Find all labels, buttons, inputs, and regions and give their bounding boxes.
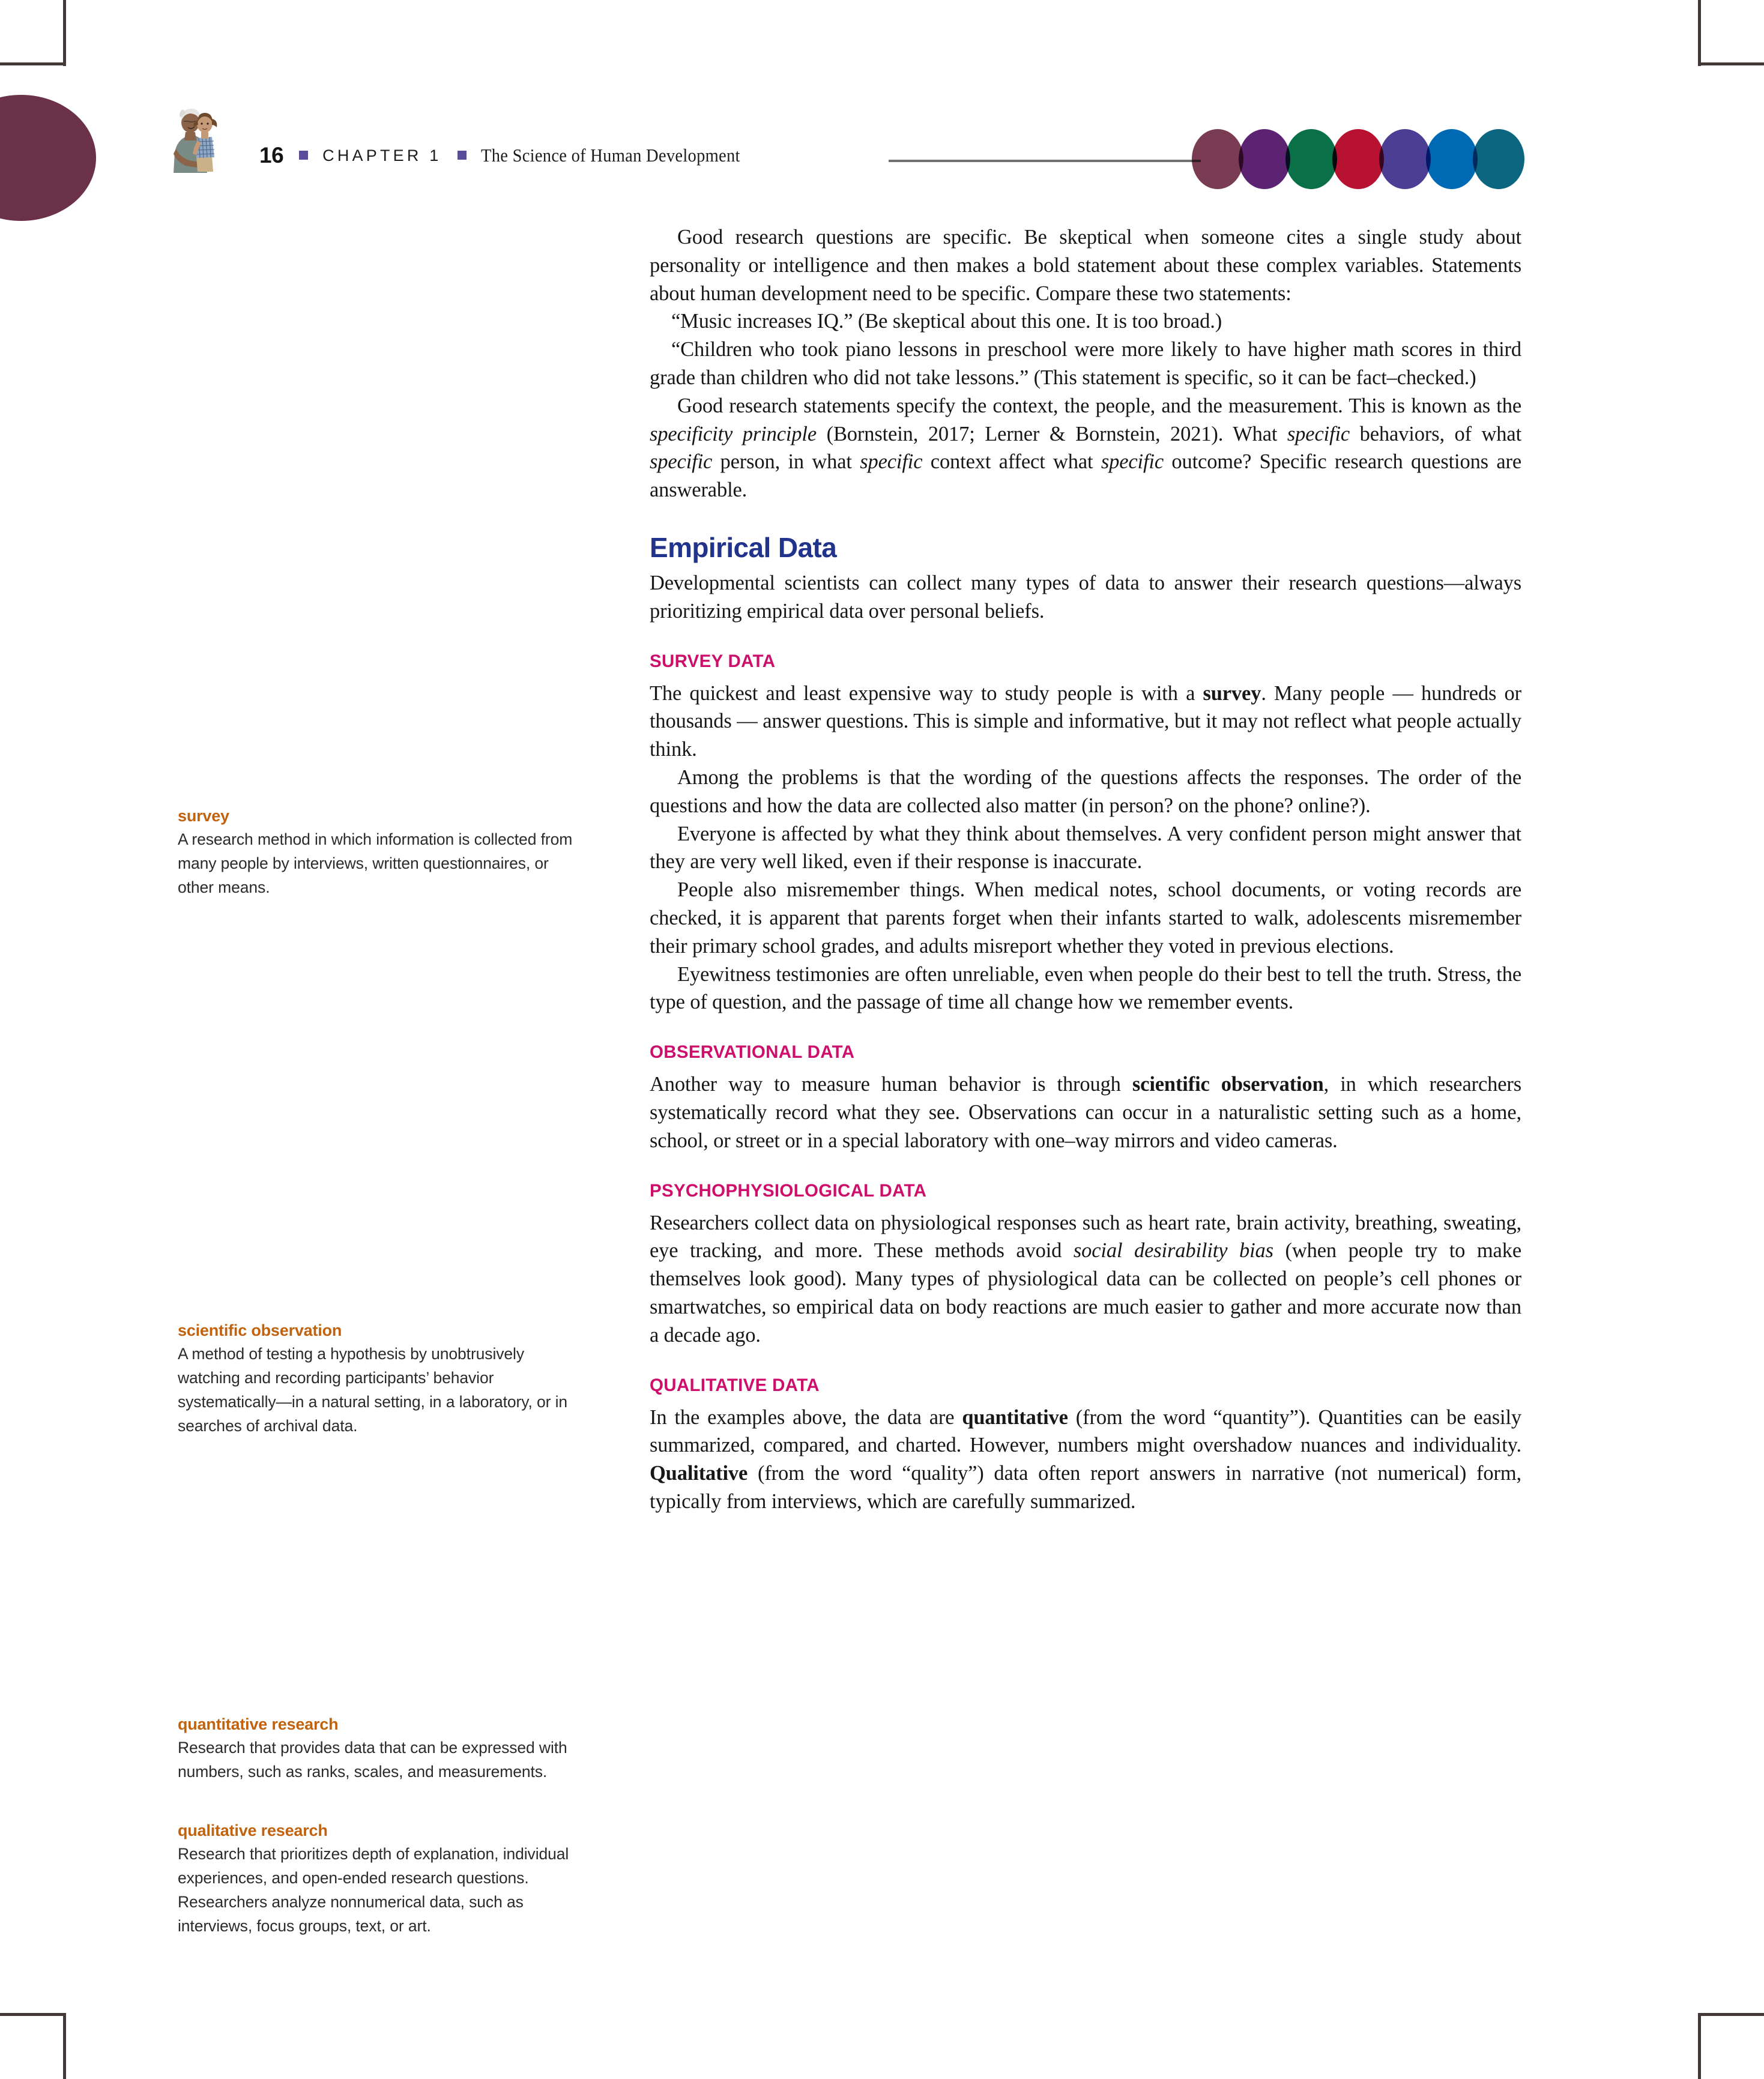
- page-number: 16: [259, 143, 284, 167]
- section-heading-empirical-data: Empirical Data: [650, 531, 837, 563]
- crop-mark-bottom-left-horizontal: [0, 2013, 66, 2016]
- paragraph-survey-eyewitness: Eyewitness testimonies are often unreliable, even when people do their best to tell the truth. Stress, the type of question, and the passage of time all change how we remember events.: [650, 962, 1521, 1014]
- square-bullet-icon-2: [458, 151, 467, 160]
- header-dot-6: [1426, 129, 1478, 189]
- square-bullet-icon-1: [299, 151, 308, 160]
- maroon-half-ellipse-decoration: [0, 95, 96, 221]
- header-dot-1: [1192, 129, 1243, 189]
- text-run: outcome? Specific research questions are answerable.: [650, 450, 1521, 502]
- glossary-definition: Research that prioritizes depth of explanation, individual experiences, and open-ended research questions. Researchers analyze nonnumerical data, such as interviews, focus groups, text, or art.: [178, 1845, 569, 1935]
- grandmother-holding-child-photo: [165, 101, 218, 173]
- paragraph-survey-wording-problems: Among the problems is that the wording of the questions affects the responses. The order of the questions and how the data are collected also matter (in person? on the phone? online?).: [650, 765, 1521, 817]
- crop-mark-bottom-right-vertical: [1698, 2013, 1701, 2079]
- crop-mark-bottom-left-vertical: [63, 2013, 66, 2079]
- text-run: context affect what: [922, 450, 1101, 474]
- italic-social-desirability-bias: social desirability bias: [1073, 1239, 1273, 1263]
- paragraph-music-increases-iq: “Music increases IQ.” (Be skeptical about this one. It is too broad.): [671, 310, 1222, 333]
- glossary-term: scientific observation: [178, 1321, 342, 1339]
- chapter-title: The Science of Human Development: [480, 145, 740, 166]
- paragraph-specificity-principle: [650, 392, 1521, 504]
- italic-specificity-principle: specificity principle: [650, 422, 817, 445]
- header-dot-7: [1473, 129, 1524, 189]
- glossary-definition: A research method in which information is collected from many people by interviews, written questionnaires, or other means.: [178, 830, 573, 896]
- text-run: Researchers collect data on physiological responses such as heart rate, brain activity, breathing, sweating, eye tracking, and more. These methods avoid: [650, 1211, 1521, 1263]
- header-dot-3: [1285, 129, 1337, 189]
- subheading-survey-data: SURVEY DATA: [650, 651, 776, 671]
- paragraph-psychophysiological: [650, 1209, 1521, 1350]
- subheading-qualitative-data: QUALITATIVE DATA: [650, 1375, 820, 1395]
- bold-term-qualitative: Qualitative: [650, 1462, 748, 1485]
- paragraph-qualitative-quantitative: [650, 1404, 1521, 1516]
- subheading-observational-data: OBSERVATIONAL DATA: [650, 1042, 855, 1063]
- glossary-term: qualitative research: [178, 1821, 328, 1839]
- text-run: (from the word “quality”) data often report answers in narrative (not numerical) form, typically from interviews, which are carefully summarized.: [650, 1462, 1521, 1513]
- page-header: [0, 0, 1764, 228]
- paragraph-survey-misremember: People also misremember things. When medical notes, school documents, or voting records are checked, it is apparent that parents forget when their infants started to walk, adolescents misremember their primary school grades, and adults misreport whether they voted in previous elections.: [650, 878, 1521, 958]
- header-dot-2: [1239, 129, 1290, 189]
- text-run: behaviors, of what: [1350, 422, 1522, 445]
- bold-term-scientific-observation: scientific observation: [1132, 1073, 1324, 1096]
- text-run: The quickest and least expensive way to study people is with a: [650, 681, 1203, 705]
- italic-specific-3: specific: [860, 450, 923, 474]
- paragraph-good-research-questions: Good research questions are specific. Be skeptical when someone cites a single study about personality or intelligence and then makes a bold statement about these complex variables. Statements about human development need to be specific. Compare these two statements:: [650, 226, 1521, 305]
- glossary-term: survey: [178, 807, 229, 825]
- glossary-entry-survey: [178, 804, 581, 899]
- glossary-definition: A method of testing a hypothesis by unobtrusively watching and recording participants’ behavior systematically—in a natural setting, in a laboratory, or in searches of archival data.: [178, 1345, 568, 1435]
- subheading-psychophysiological-data: PSYCHOPHYSIOLOGICAL DATA: [650, 1180, 927, 1201]
- text-run: Good research statements specify the context, the people, and the measurement. This is known as the: [677, 394, 1521, 417]
- main-text-column: [650, 223, 1521, 1516]
- header-dot-4: [1332, 129, 1384, 189]
- running-head: [259, 143, 763, 168]
- crop-mark-bottom-right-horizontal: [1698, 2013, 1764, 2016]
- header-rule-divider: [889, 160, 1201, 162]
- chapter-label: CHAPTER 1: [322, 146, 442, 164]
- glossary-definition: Research that provides data that can be expressed with numbers, such as ranks, scales, and measurements.: [178, 1739, 567, 1781]
- paragraph-survey-self-perception: Everyone is affected by what they think about themselves. A very confident person might answer that they are very well liked, even if their response is inaccurate.: [650, 822, 1521, 874]
- paragraph-empirical-intro: Developmental scientists can collect many types of data to answer their research questions—always prioritizing empirical data over personal beliefs.: [650, 571, 1521, 623]
- text-run: . Many people — hundreds or thousands — answer questions. This is simple and informative, but it may not reflect what people actually think.: [650, 681, 1521, 761]
- text-run: (from the word “quantity”). Quantities can be easily summarized, compared, and charted. However, numbers might overshadow nuances and individuality.: [650, 1405, 1521, 1457]
- paragraph-survey-definition: [650, 680, 1521, 764]
- italic-specific-4: specific: [1101, 450, 1164, 474]
- header-dot-5: [1379, 129, 1431, 189]
- bold-term-quantitative: quantitative: [962, 1405, 1068, 1429]
- header-dots-decoration: [1192, 129, 1528, 189]
- bold-term-survey: survey: [1203, 681, 1261, 705]
- text-run: , in which researchers systematically record what they see. Observations can occur in a naturalistic setting such as a home, school, or street or in a special laboratory with one–way mirrors and video cameras.: [650, 1073, 1521, 1152]
- text-run: In the examples above, the data are: [650, 1405, 962, 1429]
- paragraph-children-piano-lessons: “Children who took piano lessons in preschool were more likely to have higher math scores in third grade than children who did not take lessons.” (This statement is specific, so it can be fact–checked.): [650, 338, 1521, 389]
- glossary-entry-qualitative-research: [178, 1819, 581, 1938]
- text-run: person, in what: [712, 450, 860, 474]
- paragraph-scientific-observation: [650, 1070, 1521, 1154]
- glossary-term: quantitative research: [178, 1715, 339, 1733]
- glossary-entry-quantitative-research: [178, 1713, 581, 1784]
- text-run: (Bornstein, 2017; Lerner & Bornstein, 2021). What: [817, 422, 1287, 445]
- italic-specific-1: specific: [1287, 422, 1350, 445]
- glossary-entry-scientific-observation: [178, 1319, 581, 1438]
- text-run: (when people try to make themselves look good). Many types of physiological data can be collected on people’s cell phones or smartwatches, so empirical data on body reactions are much easier to gather and more accurate now than a decade ago.: [650, 1239, 1521, 1347]
- text-run: Another way to measure human behavior is through: [650, 1073, 1132, 1096]
- italic-specific-2: specific: [650, 450, 713, 474]
